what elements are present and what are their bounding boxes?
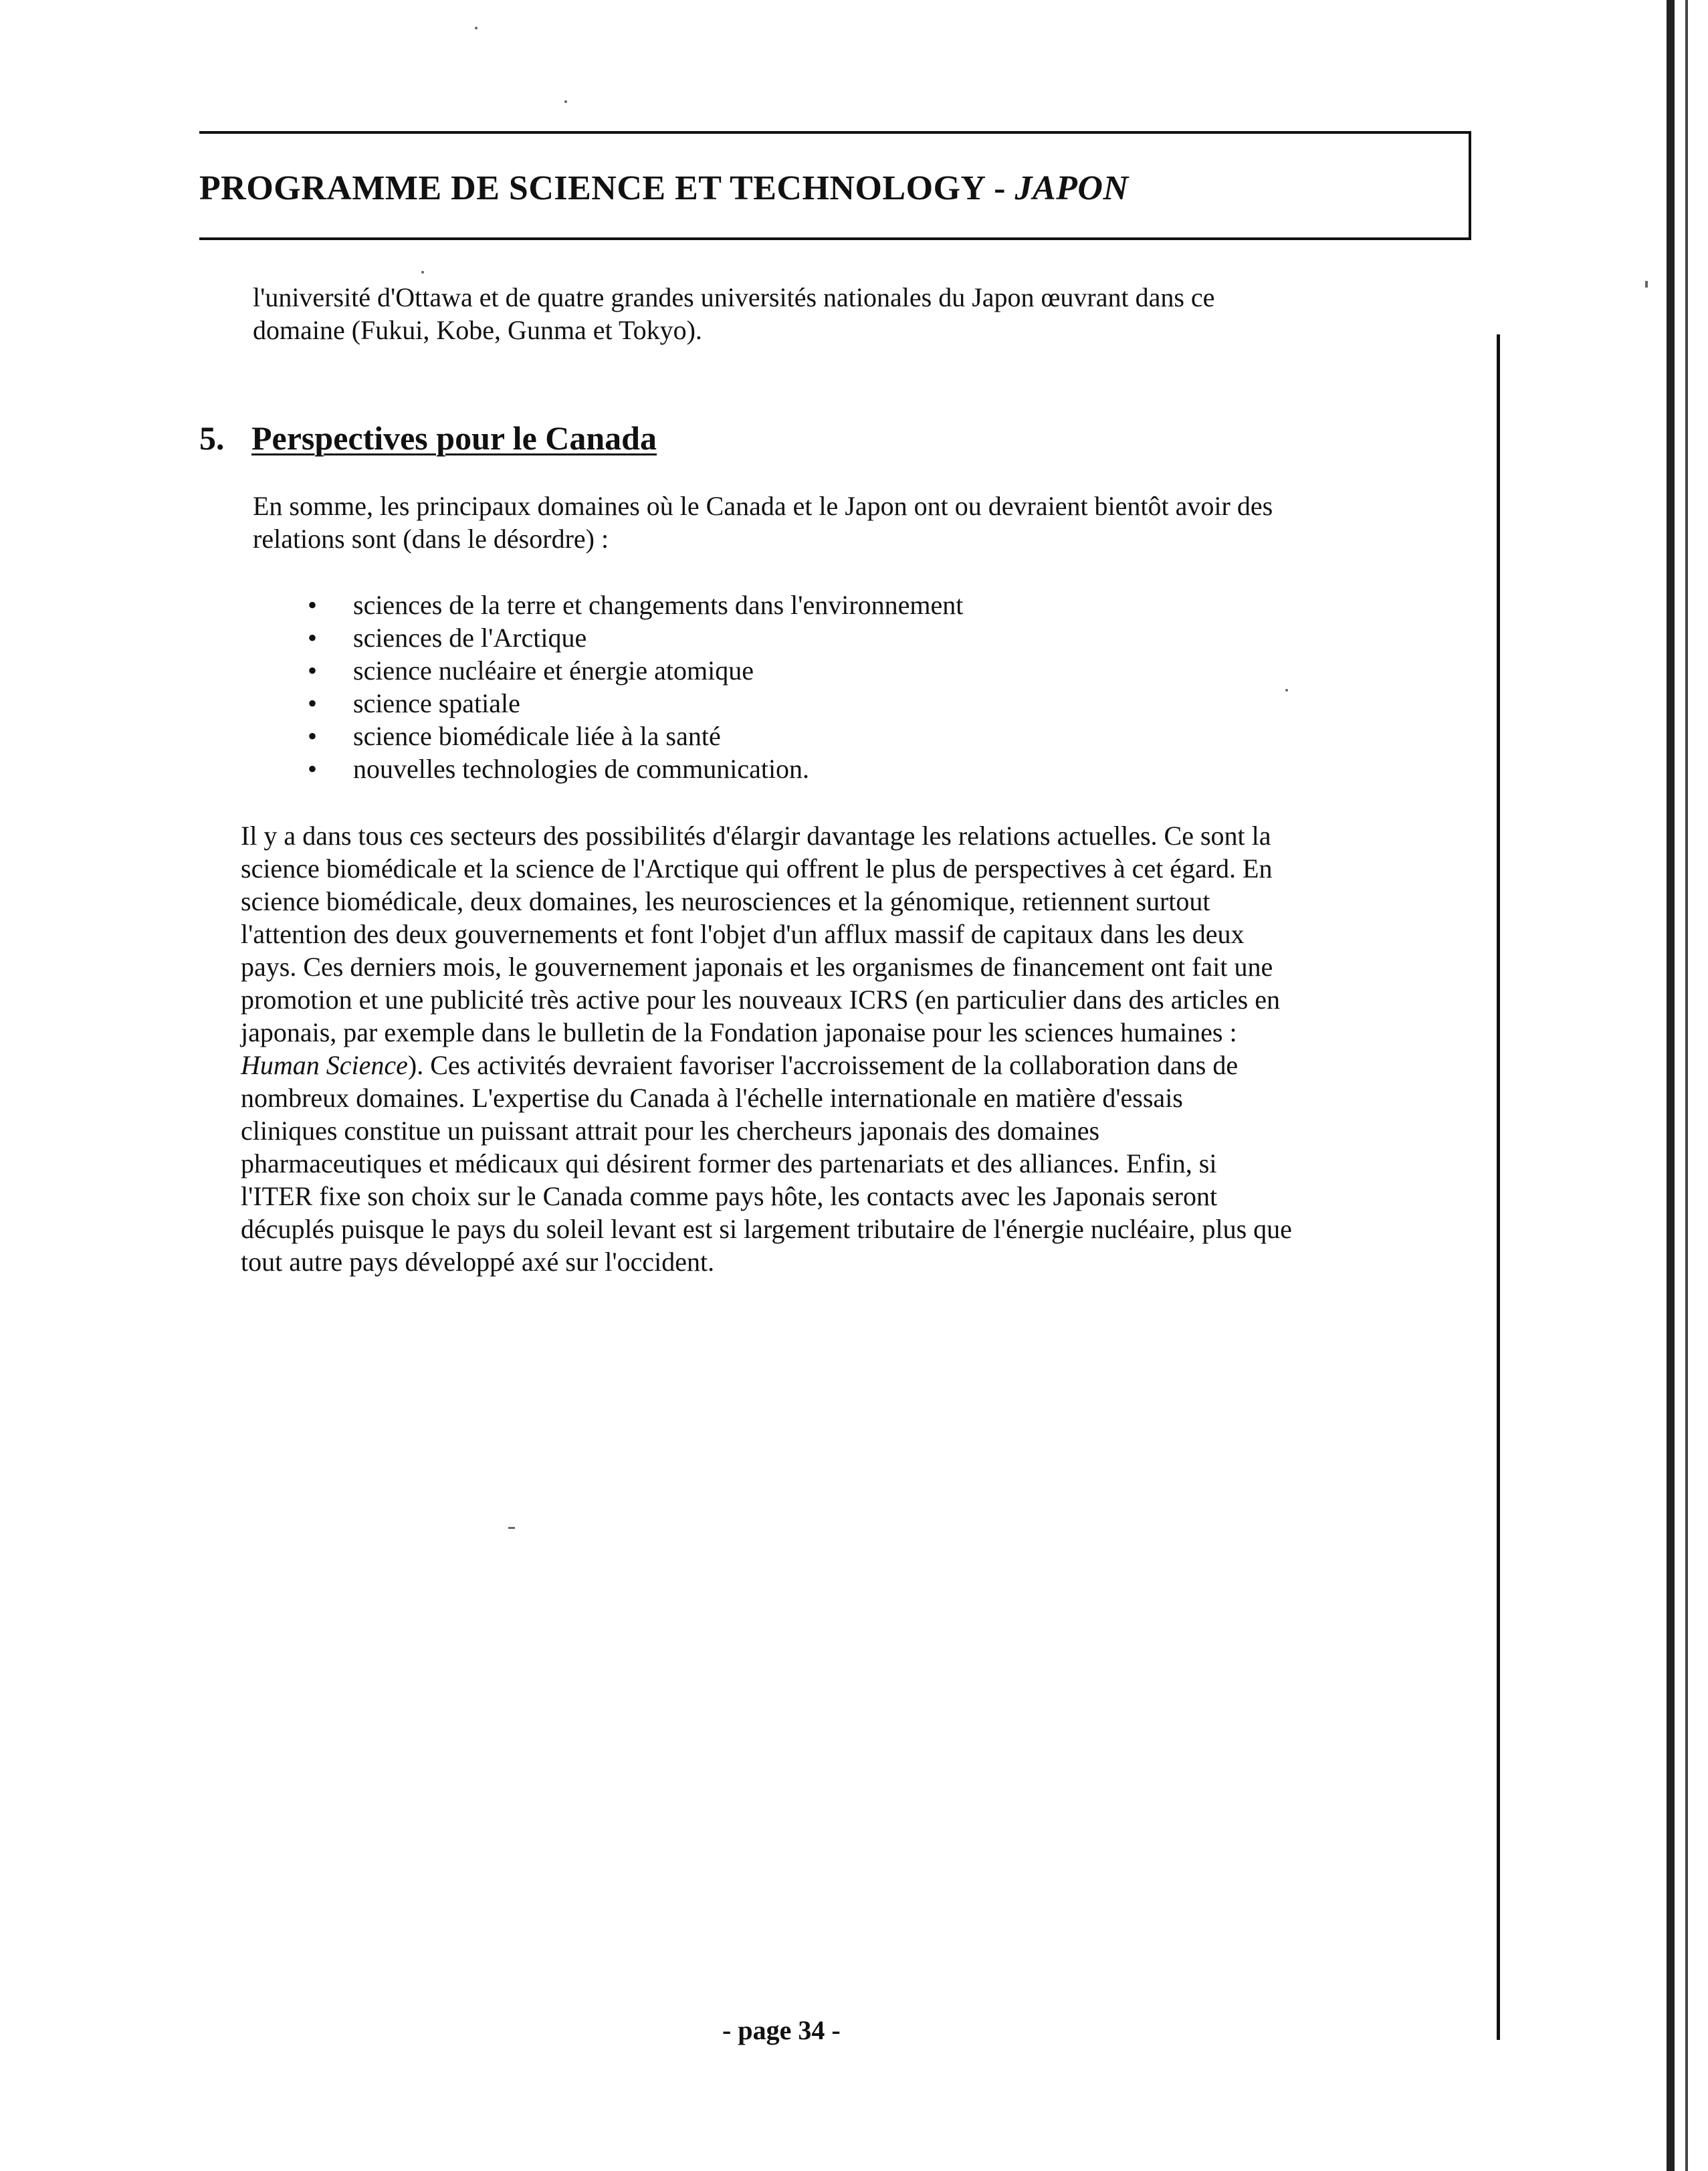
scan-speck [564, 100, 567, 103]
text-line: l'ITER fixe son choix sur le Canada comme pays hôte, les contacts avec les Japonais seront [241, 1181, 1218, 1211]
list-item-text: science biomédicale liée à la santé [353, 721, 721, 751]
text-line: En somme, les principaux domaines où le Canada et le Japon ont ou devraient bientôt avoir des [253, 491, 1273, 521]
text-line: pharmaceutiques et médicaux qui désirent former des partenariats et des alliances. Enfin, si [241, 1148, 1217, 1178]
page-number: - page 34 - [722, 2015, 841, 2045]
bullet-icon: • [308, 688, 318, 718]
list-item-text: sciences de l'Arctique [353, 623, 587, 653]
text-line: science biomédicale et la science de l'Arctique qui offrent le plus de perspectives à cet égard. En [241, 853, 1273, 884]
scan-speck [1645, 281, 1648, 288]
scan-edge-bar [1667, 0, 1675, 2171]
revision-margin-bar [1497, 334, 1500, 2040]
header-top-rule [199, 131, 1471, 134]
text-line: nombreux domaines. L'expertise du Canada à l'échelle internationale en matière d'essais [241, 1083, 1183, 1113]
list-item [308, 752, 963, 785]
scan-speck [475, 27, 477, 29]
list-item [308, 687, 963, 720]
list-item-text: science nucléaire et énergie atomique [353, 655, 754, 686]
publication-title: Human Science [241, 1050, 408, 1080]
bullet-icon: • [308, 754, 318, 784]
bullet-icon: • [308, 655, 318, 686]
list-item [308, 589, 963, 621]
section-intro-paragraph [253, 490, 1273, 555]
section-title: Perspectives pour le Canada [251, 419, 657, 457]
text-line: science biomédicale, deux domaines, les neurosciences et la génomique, retiennent surtout [241, 886, 1210, 916]
running-title-text: PROGRAMME DE SCIENCE ET TECHNOLOGY - [199, 169, 1015, 207]
text-line: domaine (Fukui, Kobe, Gunma et Tokyo). [253, 315, 702, 345]
scan-speck [508, 1527, 515, 1529]
section-number: 5. [199, 419, 225, 457]
list-item-text: science spatiale [353, 688, 520, 718]
domain-bullet-list [308, 589, 963, 785]
text-line: promotion et une publicité très active pour les nouveaux ICRS (en particulier dans des articles en [241, 985, 1280, 1015]
header-right-rule [1469, 131, 1471, 240]
text-line: l'université d'Ottawa et de quatre grandes universités nationales du Japon œuvrant dans ce [253, 282, 1215, 312]
list-item [308, 621, 963, 654]
running-title-country: JAPON [1015, 169, 1129, 207]
bullet-icon: • [308, 590, 318, 620]
text-line: décuplés puisque le pays du soleil levant est si largement tributaire de l'énergie nucléaire, plus que [241, 1214, 1292, 1244]
text-line: l'attention des deux gouvernements et font l'objet d'un afflux massif de capitaux dans les deux [241, 919, 1245, 949]
text-line: relations sont (dans le désordre) : [253, 524, 609, 554]
list-item [308, 720, 963, 752]
section-heading [199, 419, 657, 457]
intro-continuation [253, 281, 1214, 346]
scan-speck [421, 271, 424, 274]
bullet-icon: • [308, 623, 318, 653]
scan-edge-line [1685, 0, 1688, 2171]
list-item-text: nouvelles technologies de communication. [353, 754, 810, 784]
text-line-continuation: ). Ces activités devraient favoriser l'accroissement de la collaboration dans de [407, 1050, 1239, 1080]
section-body-paragraph [241, 819, 1292, 1278]
text-line: Il y a dans tous ces secteurs des possibilités d'élargir davantage les relations actuelles. Ce sont la [241, 821, 1271, 851]
text-line [241, 1049, 1292, 1081]
bullet-icon: • [308, 721, 318, 751]
list-item-text: sciences de la terre et changements dans l'environnement [353, 590, 964, 620]
list-item [308, 654, 963, 687]
header-bottom-rule [199, 237, 1471, 240]
text-line: cliniques constitue un puissant attrait pour les chercheurs japonais des domaines [241, 1116, 1100, 1146]
text-line: tout autre pays développé axé sur l'occident. [241, 1247, 715, 1277]
text-line: japonais, par exemple dans le bulletin de la Fondation japonaise pour les sciences humaines : [241, 1017, 1237, 1047]
scan-speck [1285, 689, 1288, 692]
running-title [199, 169, 1129, 208]
text-line: pays. Ces derniers mois, le gouvernement japonais et les organismes de financement ont fait une [241, 952, 1273, 982]
